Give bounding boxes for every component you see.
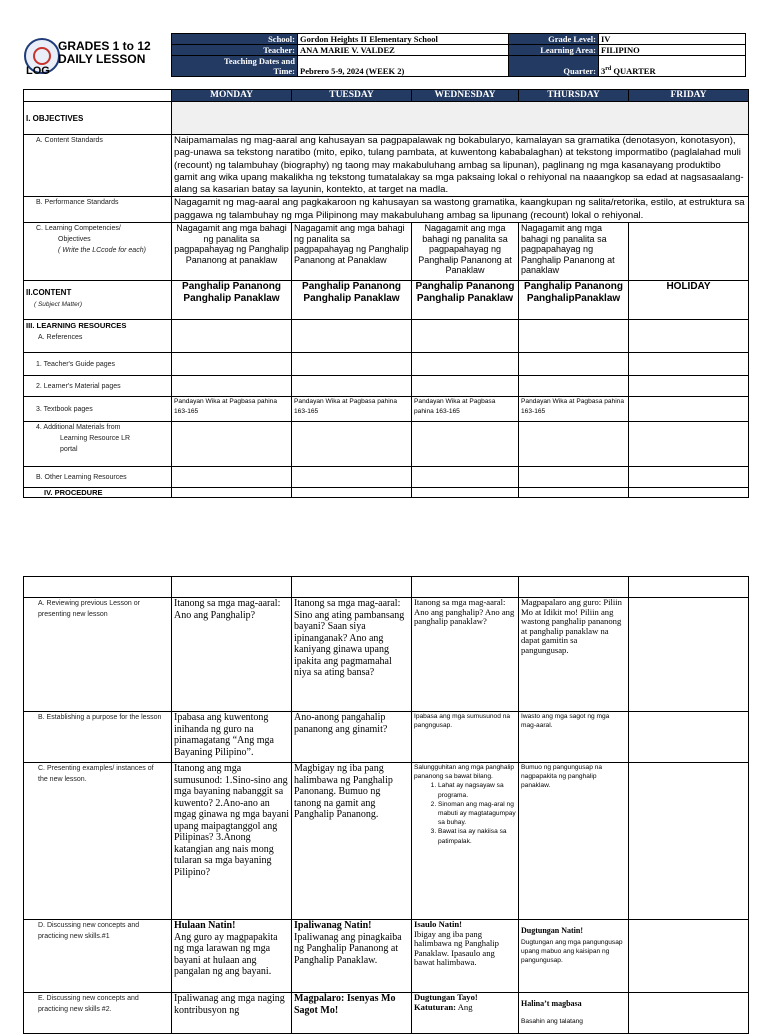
other-resources-label: B. Other Learning Resources (24, 467, 172, 488)
concepts1-thursday-title: Dugtungan Natin! (521, 926, 584, 935)
content-tuesday: Panghalip Pananong Panghalip Panaklaw (292, 281, 412, 320)
content-monday: Panghalip Pananong Panghalip Panaklaw (172, 281, 292, 320)
concepts1-thursday (519, 920, 629, 993)
grade-value: IV (599, 34, 746, 45)
purpose-friday (629, 712, 749, 763)
content-thursday: Panghalip Pananong PanghalipPanaklaw (519, 281, 629, 320)
p2-blank-2 (292, 577, 412, 598)
dates-label-line2: Time: (273, 66, 295, 76)
concepts2-tuesday (292, 993, 412, 1034)
title-line-2: DAILY LESSON (58, 52, 146, 66)
quarter-value (599, 56, 746, 77)
review-wednesday: Itanong sa mga mag-aaral: Ano ang panghalip? Ano ang panghalip panaklaw? (412, 598, 519, 712)
competency-thursday: Nagagamit ang mga bahagi ng panalita sa pagpapahayag ng Panghalip Pananong at panaklaw (519, 223, 629, 281)
concepts1-label: D. Discussing new concepts and practicing new skills.#1 (24, 920, 172, 993)
competency-wednesday: Nagagamit ang mga bahagi ng panalita sa pagpapahayag ng Panghalip Pananong at Panaklaw (412, 223, 519, 281)
additional-line2: Learning Resource LR (60, 435, 131, 443)
day-friday: FRIDAY (629, 90, 749, 102)
review-friday (629, 598, 749, 712)
header-table (171, 33, 746, 77)
resources-label-text: III. LEARNING RESOURCES (26, 321, 127, 331)
lm-thu (519, 376, 629, 397)
concepts2-friday (629, 993, 749, 1034)
concepts2-label: E. Discussing new concepts and practicing new skills #2. (24, 993, 172, 1034)
concepts2-thursday-title: Halina’t magbasa (521, 999, 582, 1008)
performance-standards: Nagagamit ng mag-aaral ang pagkakaroon ng kahusayan sa wastong gramatika, kaangkupan ng salita/retorika, estilo, at estruktura sa paggawa ng talambuhay ng mga Pilipinong may makabuluhang ambag sa lipunang (recount) lokal o rehiyonal. (172, 197, 749, 223)
dates-value: Pebrero 5-9, 2024 (WEEK 2) (298, 56, 509, 77)
purpose-wednesday: Ipabasa ang mga sumusunod na pangngusap. (412, 712, 519, 763)
proc-thu (519, 488, 629, 498)
dates-label (172, 56, 298, 77)
concepts2-wednesday-title: Dugtungan Tayo! Katuturan: (414, 992, 478, 1012)
examples-friday (629, 763, 749, 920)
list-item: 3. Bawat isa ay nakiisa sa patimpalak. (438, 827, 516, 845)
tg-mon (172, 353, 292, 376)
competencies-label-line1: C. Learning Competencies/ (36, 225, 121, 233)
review-tuesday: Itanong sa mga mag-aaral: Sino ang ating pambansang bayani? Saan siya ipinanganak? Ano ang kaniyang ginawa upang ipakita ang pagmamahal niya sa ating bansa? (292, 598, 412, 712)
concepts2-tuesday-title: Magpalaro: Isenyas Mo Sagot Mo! (294, 993, 396, 1016)
school-label: School: (172, 34, 298, 45)
p2-blank-5 (629, 577, 749, 598)
oth-thu (519, 467, 629, 488)
proc-tue (292, 488, 412, 498)
lm-fri (629, 376, 749, 397)
examples-label: C. Presenting examples/ instances of the new lesson. (24, 763, 172, 920)
purpose-tuesday: Ano-anong pangahalip pananong ang ginamit? (292, 712, 412, 763)
competencies-label (24, 223, 172, 281)
additional-line3: portal (60, 446, 78, 454)
procedure-label: IV. PROCEDURE (24, 488, 172, 498)
concepts1-tuesday (292, 920, 412, 993)
proc-mon (172, 488, 292, 498)
content-standards: Naipamamalas ng mag-aaral ang kahusayan sa pagpapalawak ng bokabularyo, kamalayan sa gramatika (denotasyon, konotasyon), pag-unawa sa tekstong naratibo (mito, epiko, tulang pambata, at kuwentong kababalaghan) at tekstong impormatibo (paglalahad muli (recount) ng talambuhay (biography) ng taong may makabuluhang ambag sa lipunan), paglinang ng mga kasanayang produktibo gamit ang wika upang makalikha ng tekstong tumatalakay sa mga paksaing lokal o rehiyonal na naaangkop sa edad at nagsasaalang-alang sa kasarian batay sa layunin, kontekto, at target na madla. (172, 135, 749, 197)
lm-wed (412, 376, 519, 397)
content-friday: HOLIDAY (629, 281, 749, 320)
competency-friday (629, 223, 749, 281)
day-wednesday: WEDNESDAY (412, 90, 519, 102)
teacher-value: ANA MARIE V. VALDEZ (298, 45, 509, 56)
quarter-num: 3 (601, 66, 606, 76)
lesson-table-page1 (23, 89, 749, 498)
review-monday: Itanong sa mga mag-aaral: Ano ang Panghalip? (172, 598, 292, 712)
review-thursday: Magpapalaro ang guro: Piliin Mo at Idikit mo! Piliin ang wastong panghalip pananong at panghalip panaklaw na dapat gamitin sa pangungusap. (519, 598, 629, 712)
list-item: 1. Lahat ay nagsayaw sa programa. (438, 781, 516, 799)
concepts2-thursday-text: Basahin ang talatang (521, 1018, 583, 1025)
tg-thu (519, 353, 629, 376)
ref-tue (292, 320, 412, 353)
add-tue (292, 422, 412, 467)
content-label (24, 281, 172, 320)
oth-wed (412, 467, 519, 488)
competency-tuesday: Nagagamit ang mga bahagi ng panalita sa pagpapahayag ng Panghalip Pananong at Panaklaw (292, 223, 412, 281)
examples-monday: Itanong ang mga sumusunod: 1.Sino-sino ang mga bayaning nabanggit sa kuwento? 2.Ano-ano an mgag ginawa ng mga bayani upang maipagtanggol ang Pilipinas? 3.Anong katangian ang nais mong tularan sa mga bayaning Pilipino? (172, 763, 292, 920)
add-thu (519, 422, 629, 467)
oth-fri (629, 467, 749, 488)
concepts1-tuesday-title: Ipaliwanag Natin! (294, 920, 372, 931)
content-label-text: II.CONTENT (26, 288, 72, 298)
concepts2-thursday (519, 993, 629, 1034)
concepts1-friday (629, 920, 749, 993)
corner-cell (24, 90, 172, 102)
purpose-label: B. Establishing a purpose for the lesson (24, 712, 172, 763)
competencies-label-line2: Objectives (58, 236, 91, 244)
competencies-label-line3: ( Write the LCcode for each) (58, 247, 146, 255)
concepts2-monday: Ipaliwanag ang mga naging kontribusyon ng (172, 993, 292, 1034)
concepts1-thursday-text: Dugtungan ang mga pangungusap upang mabuo ang kaisipan ng pangungusap. (521, 939, 623, 965)
ref-wed (412, 320, 519, 353)
grade-label: Grade Level: (509, 34, 599, 45)
p2-blank-1 (172, 577, 292, 598)
objectives-shaded (172, 102, 749, 135)
resources-label (24, 320, 172, 353)
concepts1-tuesday-text: Ipaliwanag ang pinagkaiba ng Panghalip Pananong at Panghalip Panaklaw. (294, 931, 402, 966)
textbook-wednesday: Pandayan Wika at Pagbasa pahina 163-165 (412, 397, 519, 422)
p2-blank-0 (24, 577, 172, 598)
examples-wed-intro: Salungguhitan ang mga panghalip pananong sa bawat bilang. (414, 764, 515, 781)
p2-blank-4 (519, 577, 629, 598)
add-wed (412, 422, 519, 467)
teacher-label: Teacher: (172, 45, 298, 56)
oth-mon (172, 467, 292, 488)
title-line-1: GRADES 1 to 12 (58, 39, 151, 53)
quarter-sup: rd (605, 66, 612, 73)
p2-blank-3 (412, 577, 519, 598)
oth-tue (292, 467, 412, 488)
textbook-thursday: Pandayan Wika at Pagbasa pahina 163-165 (519, 397, 629, 422)
content-sublabel: ( Subject Matter) (34, 301, 83, 309)
purpose-thursday: Iwasto ang mga sagot ng mga mag-aaral. (519, 712, 629, 763)
tg-fri (629, 353, 749, 376)
examples-wednesday (412, 763, 519, 920)
review-label: A. Reviewing previous Lesson or presenting new lesson (24, 598, 172, 712)
concepts2-wednesday-text: Ang (457, 1001, 473, 1012)
textbook-friday (629, 397, 749, 422)
ref-thu (519, 320, 629, 353)
day-thursday: THURSDAY (519, 90, 629, 102)
list-item: 2. Sinoman ang mag-aral ng mabuti ay magtatagumpay sa buhay. (438, 800, 516, 828)
quarter-word: QUARTER (611, 66, 656, 76)
ref-mon (172, 320, 292, 353)
lm-mon (172, 376, 292, 397)
purpose-monday: Ipabasa ang kuwentong inihanda ng guro na pinamagatang “Ang mga Bayaning Pilipino”. (172, 712, 292, 763)
school-value: Gordon Heights II Elementary School (298, 34, 509, 45)
competency-monday: Nagagamit ang mga bahagi ng panalita sa pagpapahayag ng Panghalip Pananong at panaklaw (172, 223, 292, 281)
examples-wed-list (414, 781, 516, 845)
examples-thursday: Bumuo ng pangungusap na nagpapakita ng panghalip panaklaw. (519, 763, 629, 920)
concepts1-monday-title: Hulaan Natin! (174, 920, 236, 931)
performance-standards-label: B. Performance Standards (24, 197, 172, 223)
tg-label: 1. Teacher's Guide pages (24, 353, 172, 376)
concepts1-wednesday-title: Isaulo Natin! (414, 919, 462, 929)
tg-wed (412, 353, 519, 376)
ref-fri (629, 320, 749, 353)
tg-tue (292, 353, 412, 376)
references-label: A. References (38, 334, 83, 342)
lm-label: 2. Learner's Material pages (24, 376, 172, 397)
form-title (58, 40, 151, 66)
textbook-tuesday: Pandayan Wika at Pagbasa pahina 163-165 (292, 397, 412, 422)
lm-tue (292, 376, 412, 397)
concepts2-wednesday (412, 993, 519, 1034)
add-fri (629, 422, 749, 467)
add-mon (172, 422, 292, 467)
lesson-table-page2 (23, 576, 749, 1034)
examples-tuesday: Magbigay ng iba pang halimbawa ng Panghalip Panonang. Bumuo ng tanong na gamit ang Panghalip Pananong. (292, 763, 412, 920)
textbook-monday: Pandayan Wika at Pagbasa pahina 163-165 (172, 397, 292, 422)
dates-label-line1: Teaching Dates and (223, 56, 295, 66)
area-value: FILIPINO (599, 45, 746, 56)
quarter-label: Quarter: (509, 56, 599, 77)
concepts1-wednesday (412, 920, 519, 993)
proc-fri (629, 488, 749, 498)
additional-line1: 4. Additional Materials from (36, 424, 121, 432)
concepts1-wednesday-text: Ibigay ang iba pang halimbawa ng Panghalip Panaklaw. Ipasaulo ang bawat halimbawa. (414, 928, 499, 968)
concepts1-monday (172, 920, 292, 993)
proc-wed (412, 488, 519, 498)
concepts1-monday-text: Ang guro ay magpapakita ng mga larawan ng mga bayani at hulaan ang pangalan ng ang bayani. (174, 931, 278, 977)
content-standards-label: A. Content Standards (24, 135, 172, 197)
day-tuesday: TUESDAY (292, 90, 412, 102)
area-label: Learning Area: (509, 45, 599, 56)
day-monday: MONDAY (172, 90, 292, 102)
objectives-label: I. OBJECTIVES (24, 102, 172, 135)
additional-materials-label (24, 422, 172, 467)
textbook-label: 3. Textbook pages (24, 397, 172, 422)
title-line-3: LOG (26, 65, 50, 77)
content-wednesday: Panghalip Pananong Panghalip Panaklaw (412, 281, 519, 320)
